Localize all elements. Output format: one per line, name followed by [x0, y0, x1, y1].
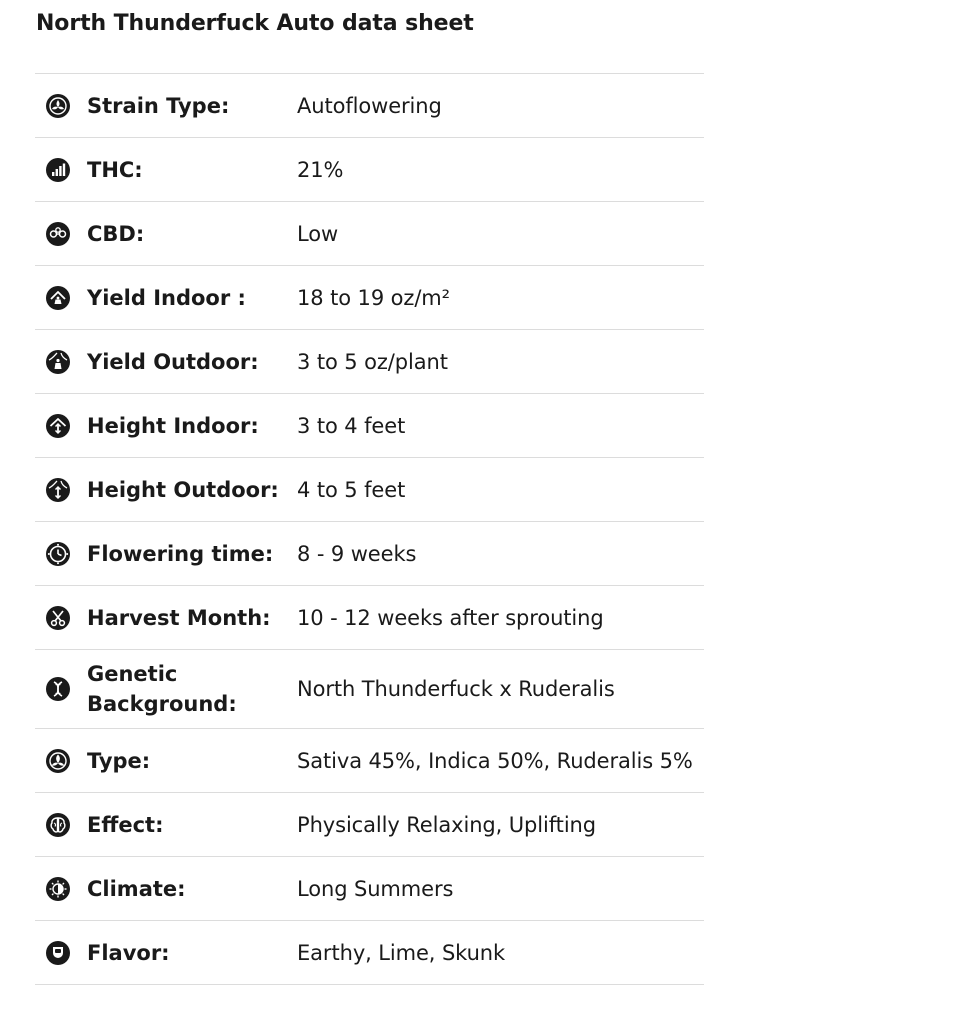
- page-title: North Thunderfuck Auto data sheet: [36, 11, 474, 36]
- yield-outdoor-value: 3 to 5 oz/plant: [297, 349, 448, 374]
- thc-bars-icon: [45, 157, 71, 183]
- data-row-strain-type: [35, 74, 704, 138]
- height-indoor-value: 3 to 4 feet: [297, 413, 406, 438]
- data-row-height-indoor: [35, 394, 704, 458]
- data-sheet-table: [35, 73, 704, 985]
- height-indoor-icon: [45, 413, 71, 439]
- data-row-yield-indoor: [35, 266, 704, 330]
- effect-label: Effect:: [87, 812, 164, 837]
- flavor-cup-icon: [45, 940, 71, 966]
- data-row-effect: [35, 793, 704, 857]
- height-outdoor-icon: [45, 477, 71, 503]
- data-row-climate: [35, 857, 704, 921]
- cbd-label: CBD:: [87, 221, 145, 246]
- flavor-value: Earthy, Lime, Skunk: [297, 940, 506, 965]
- data-row-genetic-background: [35, 650, 704, 729]
- yield-outdoor-label: Yield Outdoor:: [87, 349, 259, 374]
- type-leaf-icon: [45, 748, 71, 774]
- height-outdoor-value: 4 to 5 feet: [297, 477, 406, 502]
- cbd-value: Low: [297, 221, 339, 246]
- yield-indoor-value: 18 to 19 oz/m²: [297, 285, 450, 310]
- height-indoor-label: Height Indoor:: [87, 413, 259, 438]
- strain-type-icon: [45, 93, 71, 119]
- cbd-molecule-icon: [45, 221, 71, 247]
- genetic-background-value: North Thunderfuck x Ruderalis: [297, 677, 615, 701]
- harvest-month-value: 10 - 12 weeks after sprouting: [297, 605, 604, 630]
- strain-type-label: Strain Type:: [87, 93, 230, 118]
- type-label: Type:: [87, 748, 151, 773]
- flowering-time-icon: [45, 541, 71, 567]
- climate-value: Long Summers: [297, 876, 454, 901]
- data-row-yield-outdoor: [35, 330, 704, 394]
- data-row-harvest-month: [35, 586, 704, 650]
- data-row-flowering-time: [35, 522, 704, 586]
- yield-indoor-label: Yield Indoor :: [87, 285, 246, 310]
- genetic-background-label: Genetic Background:: [87, 662, 237, 716]
- thc-label: THC:: [87, 157, 143, 182]
- yield-indoor-icon: [45, 285, 71, 311]
- harvest-month-label: Harvest Month:: [87, 605, 271, 630]
- climate-label: Climate:: [87, 876, 186, 901]
- data-row-flavor: [35, 921, 704, 985]
- scissors-icon: [45, 605, 71, 631]
- data-row-cbd: [35, 202, 704, 266]
- flowering-time-label: Flowering time:: [87, 541, 274, 566]
- strain-type-value: Autoflowering: [297, 93, 442, 118]
- climate-sun-icon: [45, 876, 71, 902]
- flavor-label: Flavor:: [87, 940, 170, 965]
- type-value: Sativa 45%, Indica 50%, Ruderalis 5%: [297, 748, 693, 773]
- data-row-height-outdoor: [35, 458, 704, 522]
- brain-icon: [45, 812, 71, 838]
- height-outdoor-label: Height Outdoor:: [87, 477, 279, 502]
- thc-value: 21%: [297, 157, 344, 182]
- effect-value: Physically Relaxing, Uplifting: [297, 812, 596, 837]
- data-row-thc: [35, 138, 704, 202]
- data-row-type: [35, 729, 704, 793]
- flowering-time-value: 8 - 9 weeks: [297, 541, 417, 566]
- dna-icon: [45, 676, 71, 702]
- yield-outdoor-icon: [45, 349, 71, 375]
